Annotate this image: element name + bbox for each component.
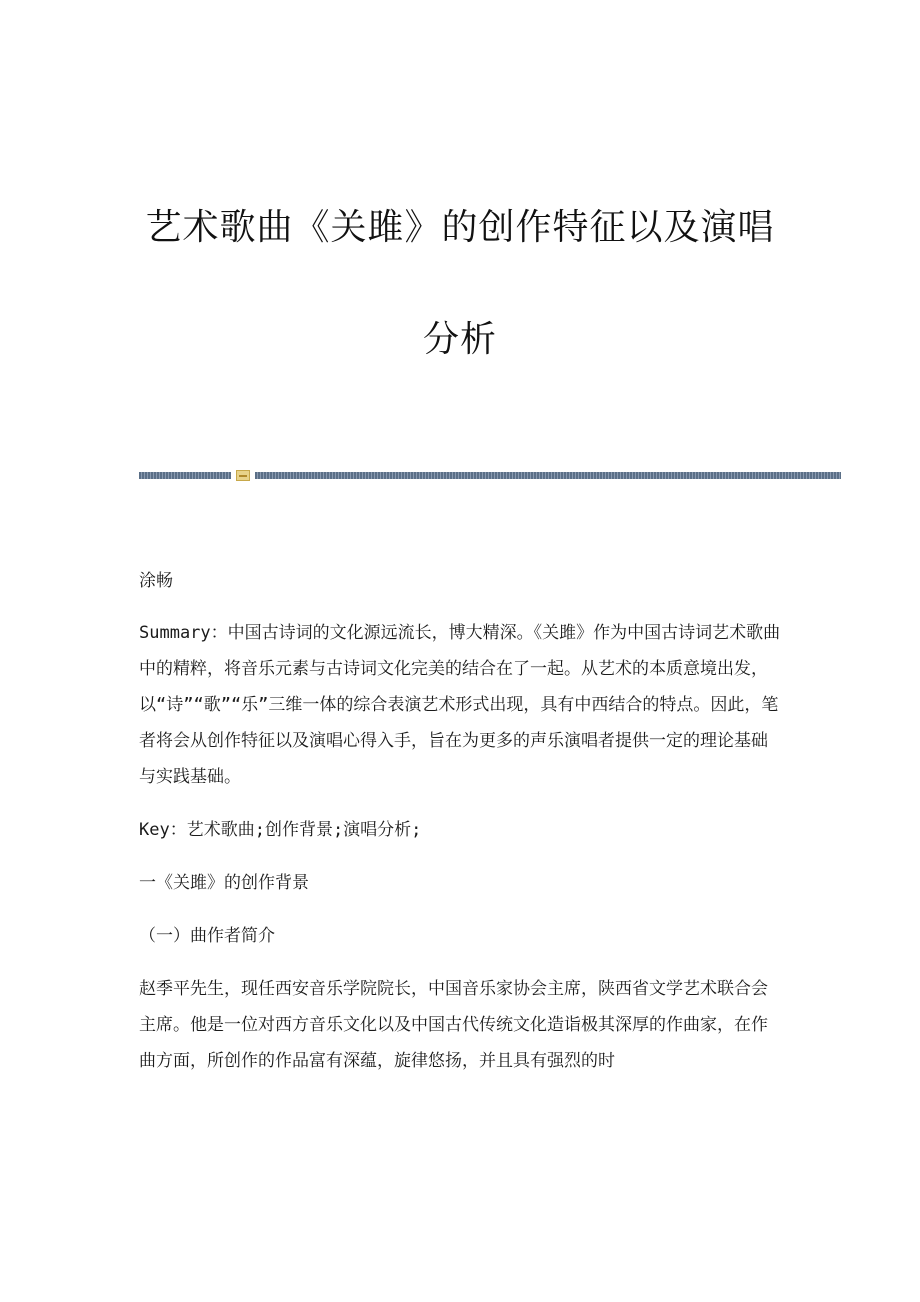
subsection-heading: （一）曲作者简介 (139, 926, 275, 946)
author-name: 涂畅 (139, 571, 173, 591)
title-divider (139, 470, 841, 481)
keywords-line: Key：艺术歌曲;创作背景;演唱分析; (139, 820, 422, 840)
divider-bar-right (255, 472, 841, 479)
section-heading: 一《关雎》的创作背景 (139, 873, 309, 893)
document-body (139, 563, 784, 1096)
document-title (0, 205, 920, 363)
title-line-1: 艺术歌曲《关雎》的创作特征以及演唱 (145, 207, 775, 248)
body-paragraph: 赵季平先生，现任西安音乐学院院长，中国音乐家协会主席，陕西省文学艺术联合会主席。他是一位对西方音乐文化以及中国古代传统文化造诣极其深厚的作曲家，在作曲方面，所创作的作品富有深蕴，旋律悠扬，并且具有强烈的时 (139, 979, 768, 1071)
divider-bar-left (139, 472, 231, 479)
divider-ornament-icon (236, 470, 250, 481)
title-line-2: 分析 (422, 319, 497, 360)
summary-paragraph: Summary：中国古诗词的文化源远流长，博大精深。《关雎》作为中国古诗词艺术歌曲中的精粹，将音乐元素与古诗词文化完美的结合在了一起。从艺术的本质意境出发，以“诗”“歌”“乐”三维一体的综合表演艺术形式出现，具有中西结合的特点。因此，笔者将会从创作特征以及演唱心得入手，旨在为更多的声乐演唱者提供一定的理论基础与实践基础。 (139, 623, 781, 787)
